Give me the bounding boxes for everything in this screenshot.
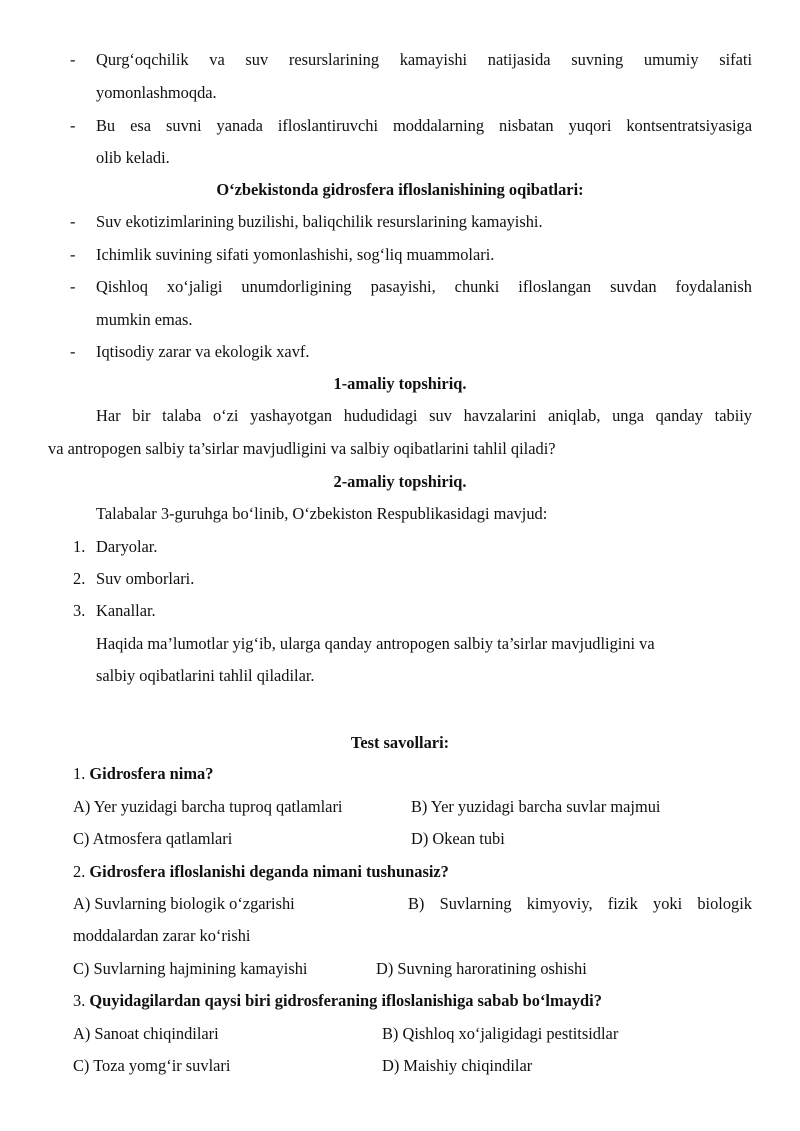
task-2-outro-line-1: Haqida ma’lumotlar yig‘ib, ularga qanday antropogen salbiy ta’sirlar mavjudligini va [96, 634, 655, 653]
task-1-title: 1-amaliy topshiriq. [333, 374, 467, 393]
consequence-3-line-2: mumkin emas. [96, 310, 193, 329]
question-3-number: 3. [73, 991, 86, 1010]
question-1-number: 1. [73, 764, 86, 783]
bullet-1-line-2: yomonlashmoqda. [96, 83, 217, 102]
question-1 [73, 764, 213, 784]
task-1-line-2: va antropogen salbiy ta’sirlar mavjudligini va salbiy oqibatlarini tahlil qiladi? [48, 439, 556, 458]
bullet-dash: - [70, 245, 76, 264]
q2-option-b-continued: moddalardan zarar ko‘rishi [73, 926, 251, 945]
bullet-dash: - [70, 342, 76, 361]
list-item-rivers: Daryolar. [96, 537, 158, 556]
q3-option-a: A) Sanoat chiqindilari [73, 1024, 219, 1043]
question-2-number: 2. [73, 862, 86, 881]
question-1-text: Gidrosfera nima? [89, 764, 214, 783]
list-number: 2. [73, 569, 86, 588]
question-2-text: Gidrosfera ifloslanishi deganda nimani tushunasiz? [89, 862, 449, 881]
q3-option-b: B) Qishloq xo‘jaligidagi pestitsidlar [382, 1024, 619, 1043]
task-2-title: 2-amaliy topshiriq. [333, 472, 467, 491]
question-2 [73, 862, 449, 882]
consequence-2: Ichimlik suvining sifati yomonlashishi, sog‘liq muammolari. [96, 245, 495, 264]
q1-option-d: D) Okean tubi [411, 829, 505, 848]
list-item-reservoirs: Suv omborlari. [96, 569, 195, 588]
bullet-2-line-2: olib keladi. [96, 148, 170, 167]
q1-option-b: B) Yer yuzidagi barcha suvlar majmui [411, 797, 661, 816]
task-2-intro: Talabalar 3-guruhga bo‘linib, O‘zbekiston Respublikasidagi mavjud: [96, 504, 548, 523]
consequence-3-line-1: Qishloq xo‘jaligi unumdorligining pasayishi, chunki ifloslangan suvdan foydalanish [96, 277, 752, 296]
bullet-dash: - [70, 277, 76, 296]
q1-option-a: A) Yer yuzidagi barcha tuproq qatlamlari [73, 797, 343, 816]
bullet-dash: - [70, 212, 76, 231]
test-title: Test savollari: [350, 733, 450, 752]
q2-option-a: A) Suvlarning biologik o‘zgarishi [73, 894, 295, 913]
list-number: 1. [73, 537, 86, 556]
q2-option-c: C) Suvlarning hajmining kamayishi [73, 959, 308, 978]
q1-option-c: C) Atmosfera qatlamlari [73, 829, 233, 848]
bullet-dash: - [70, 116, 76, 135]
task-1-line-1: Har bir talaba o‘zi yashayotgan hududidagi suv havzalarini aniqlab, unga qanday tabiiy [96, 406, 752, 425]
bullet-2-line-1: Bu esa suvni yanada ifloslantiruvchi moddalarning nisbatan yuqori kontsentratsiyasiga [96, 116, 752, 135]
bullet-dash: - [70, 50, 76, 69]
question-3 [73, 991, 602, 1011]
question-3-text: Quyidagilardan qaysi biri gidrosferaning ifloslanishiga sabab bo‘lmaydi? [89, 991, 602, 1010]
list-number: 3. [73, 601, 86, 620]
list-item-canals: Kanallar. [96, 601, 156, 620]
section-heading-consequences: O‘zbekistonda gidrosfera ifloslanishining oqibatlari: [216, 180, 584, 199]
q2-option-b: B) Suvlarning kimyoviy, fizik yoki biologik [408, 894, 752, 913]
q2-option-d: D) Suvning haroratining oshishi [376, 959, 587, 978]
task-2-outro-line-2: salbiy oqibatlarini tahlil qiladilar. [96, 666, 315, 685]
consequence-4: Iqtisodiy zarar va ekologik xavf. [96, 342, 310, 361]
q3-option-c: C) Toza yomg‘ir suvlari [73, 1056, 231, 1075]
bullet-1-line-1: Qurg‘oqchilik va suv resurslarining kamayishi natijasida suvning umumiy sifati [96, 50, 752, 69]
q3-option-d: D) Maishiy chiqindilar [382, 1056, 533, 1075]
consequence-1: Suv ekotizimlarining buzilishi, baliqchilik resurslarining kamayishi. [96, 212, 543, 231]
